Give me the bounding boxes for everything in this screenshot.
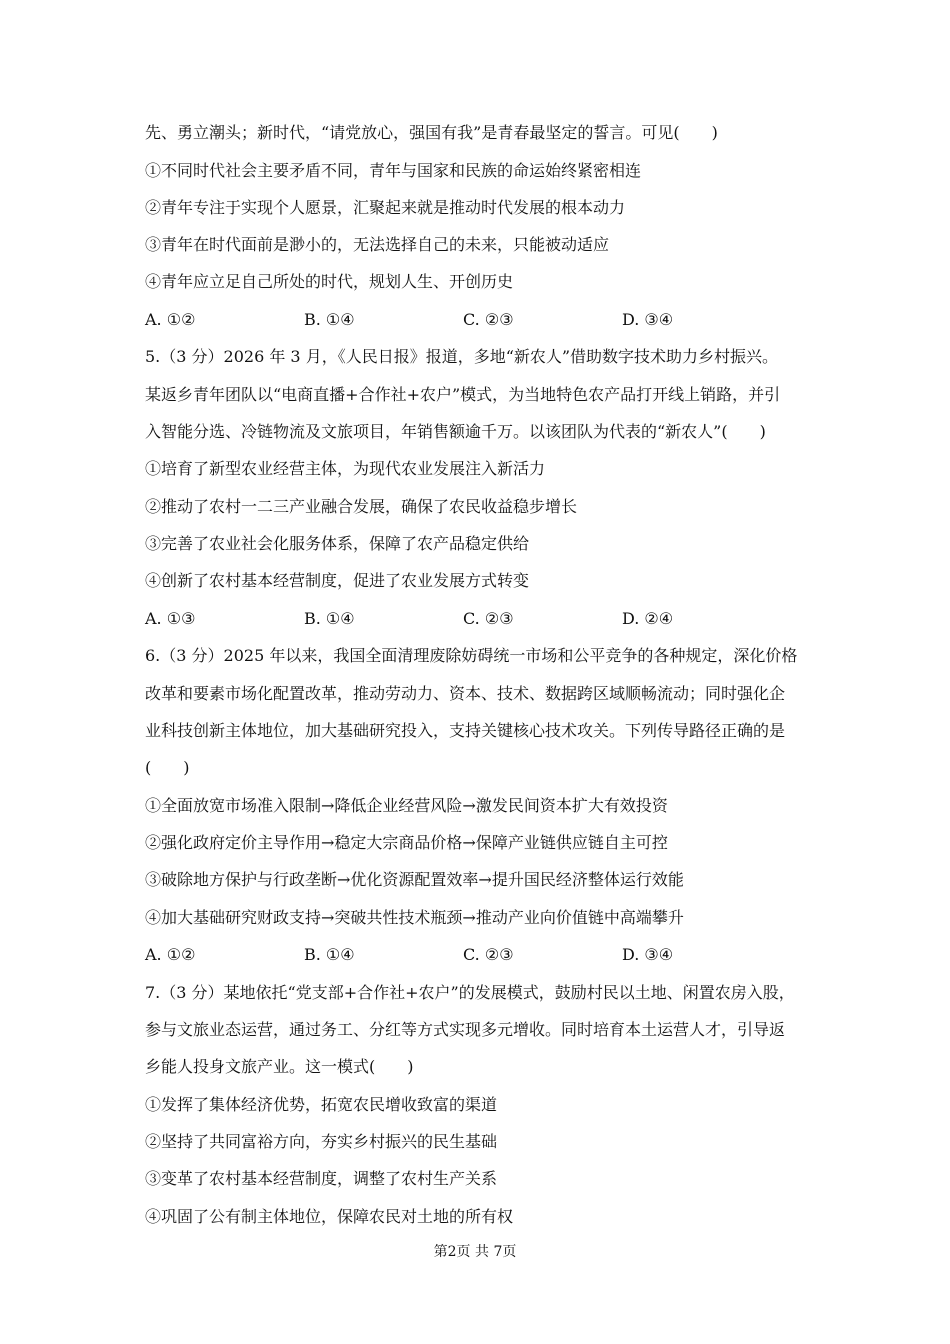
q6-stem-line-3: 业科技创新主体地位，加大基础研究投入，支持关键核心技术攻关。下列传导路径正确的是 xyxy=(145,721,786,740)
q4-choice-d: D. ③④ xyxy=(622,310,674,329)
q7-option-3: ③变革了农村基本经营制度，调整了农村生产关系 xyxy=(145,1169,498,1188)
q7-option-4: ④巩固了公有制主体地位，保障农民对土地的所有权 xyxy=(145,1207,514,1226)
q6-stem-line-4: ( ) xyxy=(145,758,190,777)
q4-choices xyxy=(145,310,845,330)
q5-option-1: ①培育了新型农业经营主体，为现代农业发展注入新活力 xyxy=(145,459,546,478)
q6-option-4: ④加大基础研究财政支持→突破共性技术瓶颈→推动产业向价值链中高端攀升 xyxy=(145,908,684,927)
q4-choice-b: B. ①④ xyxy=(304,310,355,329)
q5-option-2: ②推动了农村一二三产业融合发展，确保了农民收益稳步增长 xyxy=(145,497,578,516)
q6-option-3: ③破除地方保护与行政垄断→优化资源配置效率→提升国民经济整体运行效能 xyxy=(145,870,684,889)
q6-choice-d: D. ③④ xyxy=(622,945,674,964)
q5-stem-line-3: 入智能分选、冷链物流及文旅项目，年销售额逾千万。以该团队为代表的“新农人”( ) xyxy=(145,422,766,441)
q7-stem-line-1: 7.（3 分）某地依托“党支部+合作社+农户”的发展模式，鼓励村民以土地、闲置农房入股， xyxy=(145,983,795,1002)
q5-choice-b: B. ①④ xyxy=(304,609,355,628)
q4-option-2: ②青年专注于实现个人愿景，汇聚起来就是推动时代发展的根本动力 xyxy=(145,198,626,217)
q6-choice-c: C. ②③ xyxy=(463,945,514,964)
q4-choice-a: A. ①② xyxy=(145,310,196,329)
q5-choice-d: D. ②④ xyxy=(622,609,674,628)
q7-option-1: ①发挥了集体经济优势，拓宽农民增收致富的渠道 xyxy=(145,1095,498,1114)
q7-stem-line-2: 参与文旅业态运营，通过务工、分红等方式实现多元增收。同时培育本土运营人才，引导返 xyxy=(145,1020,786,1039)
q6-option-2: ②强化政府定价主导作用→稳定大宗商品价格→保障产业链供应链自主可控 xyxy=(145,833,668,852)
q4-option-4: ④青年应立足自己所处的时代，规划人生、开创历史 xyxy=(145,272,514,291)
q5-stem-line-2: 某返乡青年团队以“电商直播+合作社+农户”模式，为当地特色农产品打开线上销路，并引 xyxy=(145,385,781,404)
q6-choices xyxy=(145,945,845,965)
q6-choice-a: A. ①② xyxy=(145,945,196,964)
q5-choice-a: A. ①③ xyxy=(145,609,196,628)
q4-stem-tail: 先、勇立潮头；新时代，“请党放心，强国有我”是青春最坚定的誓言。可见( ) xyxy=(145,123,718,142)
q4-option-1: ①不同时代社会主要矛盾不同，青年与国家和民族的命运始终紧密相连 xyxy=(145,161,642,180)
q7-option-2: ②坚持了共同富裕方向，夯实乡村振兴的民生基础 xyxy=(145,1132,498,1151)
q4-choice-c: C. ②③ xyxy=(463,310,514,329)
q4-option-3: ③青年在时代面前是渺小的，无法选择自己的未来，只能被动适应 xyxy=(145,235,610,254)
q7-stem-line-3: 乡能人投身文旅产业。这一模式( ) xyxy=(145,1057,414,1076)
q5-stem-line-1: 5.（3 分）2026 年 3 月，《人民日报》报道，多地“新农人”借助数字技术助力乡村振兴。 xyxy=(145,347,779,366)
q6-stem-line-2: 改革和要素市场化配置改革，推动劳动力、资本、技术、数据跨区域顺畅流动；同时强化企 xyxy=(145,684,786,703)
q5-choices xyxy=(145,609,845,629)
q5-option-3: ③完善了农业社会化服务体系，保障了农产品稳定供给 xyxy=(145,534,530,553)
q6-option-1: ①全面放宽市场准入限制→降低企业经营风险→激发民间资本扩大有效投资 xyxy=(145,796,668,815)
page-footer: 第2页 共 7页 xyxy=(433,1244,517,1260)
q5-choice-c: C. ②③ xyxy=(463,609,514,628)
q6-choice-b: B. ①④ xyxy=(304,945,355,964)
q5-option-4: ④创新了农村基本经营制度，促进了农业发展方式转变 xyxy=(145,571,530,590)
q6-stem-line-1: 6.（3 分）2025 年以来，我国全面清理废除妨碍统一市场和公平竞争的各种规定，深化价格 xyxy=(145,646,798,665)
